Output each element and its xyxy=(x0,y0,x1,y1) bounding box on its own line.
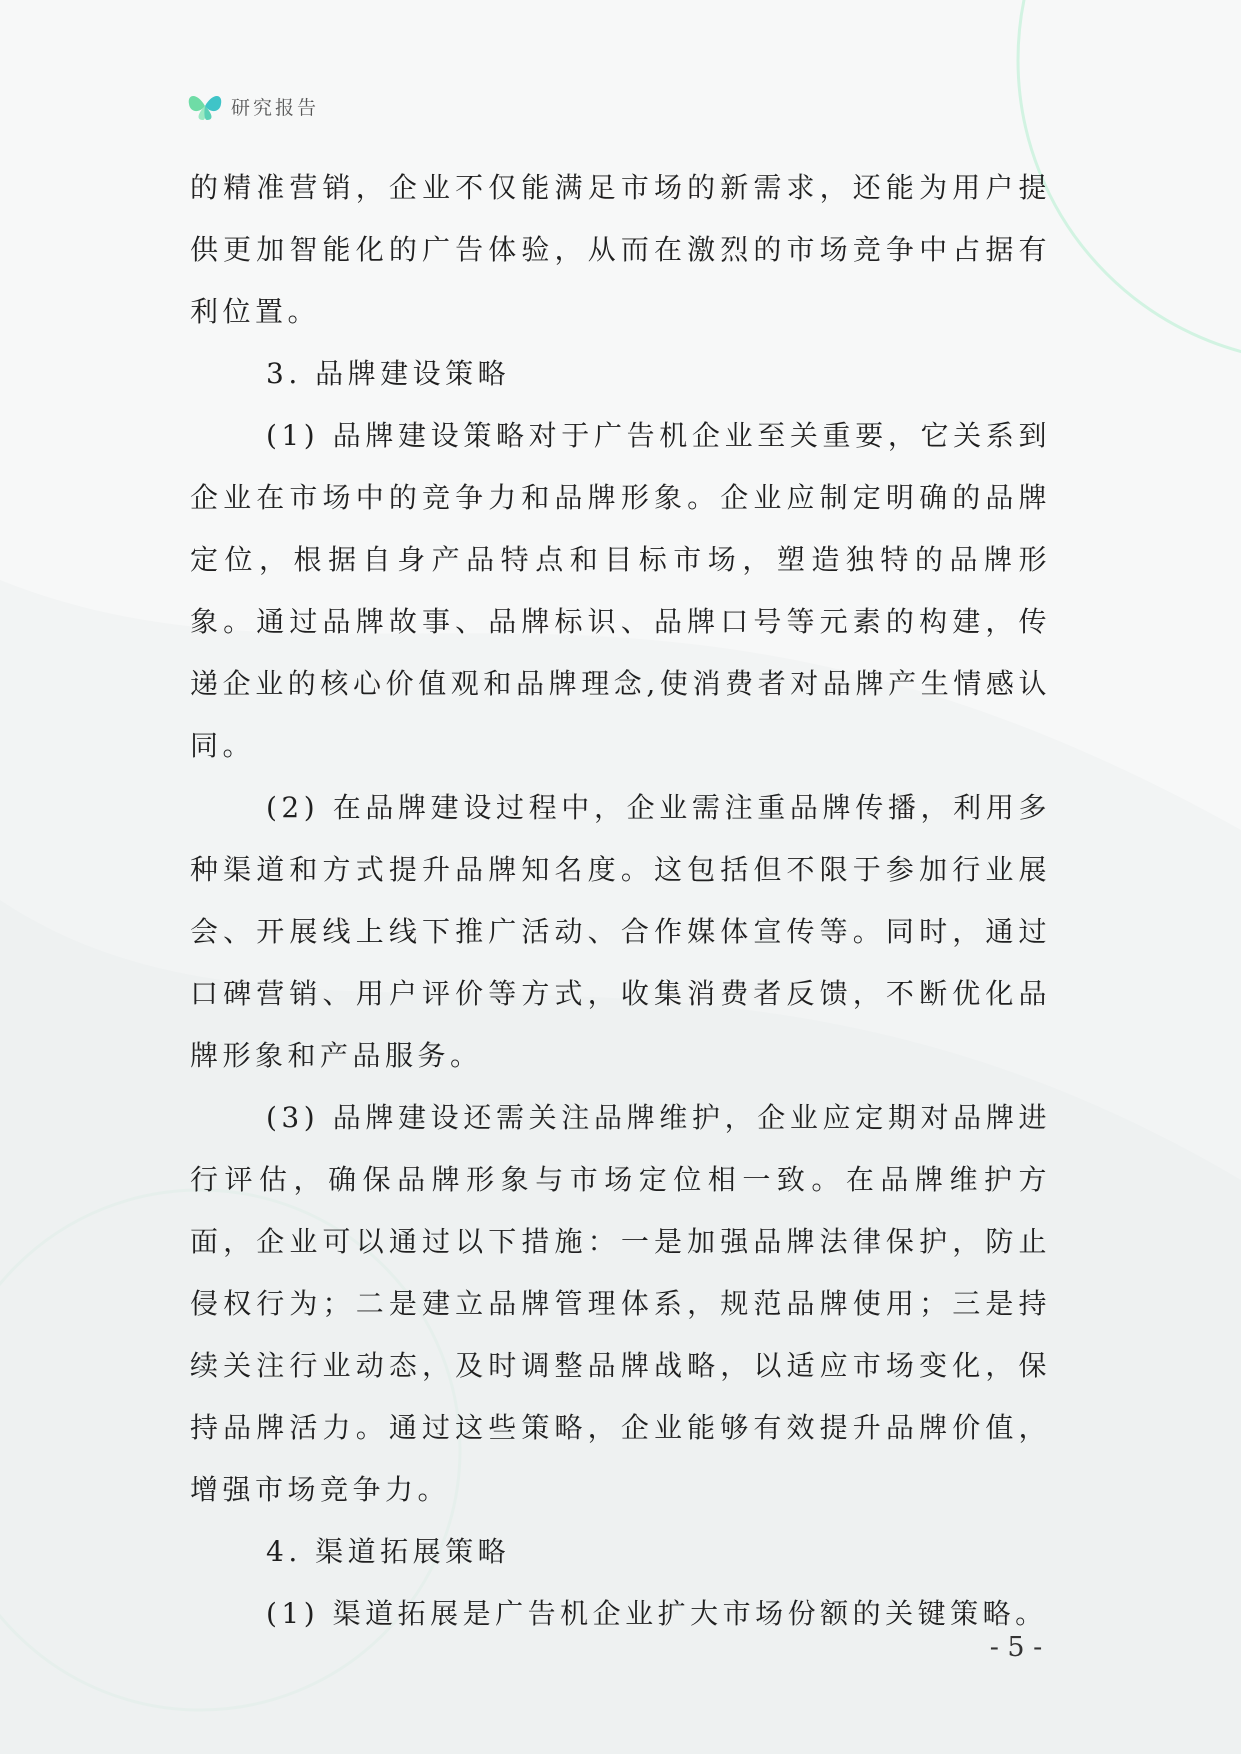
butterfly-logo-icon xyxy=(187,90,223,122)
section-heading-channel-strategy: 4. 渠道拓展策略 xyxy=(266,1535,511,1568)
section-heading-brand-strategy: 3. 品牌建设策略 xyxy=(266,357,511,390)
paragraph-channel-1: (1) 渠道拓展是广告机企业扩大市场份额的关键策略。 xyxy=(266,1597,1048,1630)
page-number: - 5 - xyxy=(989,1632,1043,1663)
document-body xyxy=(190,157,1051,1645)
paragraph-brand-3: (3) 品牌建设还需关注品牌维护，企业应定期对品牌进行评估，确保品牌形象与市场定位相一致。在品牌维护方面，企业可以通过以下措施：一是加强品牌法律保护，防止侵权行为；二是建立品牌管理体系，规范品牌使用；三是持续关注行业动态，及时调整品牌战略，以适应市场变化，保持品牌活力。通过这些策略，企业能够有效提升品牌价值，增强市场竞争力。 xyxy=(190,1101,1051,1506)
paragraph-brand-1: (1) 品牌建设策略对于广告机企业至关重要，它关系到企业在市场中的竞争力和品牌形象。企业应制定明确的品牌定位，根据自身产品特点和目标市场，塑造独特的品牌形象。通过品牌故事、品牌标识、品牌口号等元素的构建，传递企业的核心价值观和品牌理念,使消费者对品牌产生情感认同。 xyxy=(190,419,1051,762)
paragraph-brand-2: (2) 在品牌建设过程中，企业需注重品牌传播，利用多种渠道和方式提升品牌知名度。这包括但不限于参加行业展会、开展线上线下推广活动、合作媒体宣传等。同时，通过口碑营销、用户评价等方式，收集消费者反馈，不断优化品牌形象和产品服务。 xyxy=(190,791,1051,1072)
paragraph-continuation: 的精准营销，企业不仅能满足市场的新需求，还能为用户提供更加智能化的广告体验，从而在激烈的市场竞争中占据有利位置。 xyxy=(190,171,1051,328)
report-header xyxy=(187,88,319,124)
header-title: 研究报告 xyxy=(231,96,320,119)
